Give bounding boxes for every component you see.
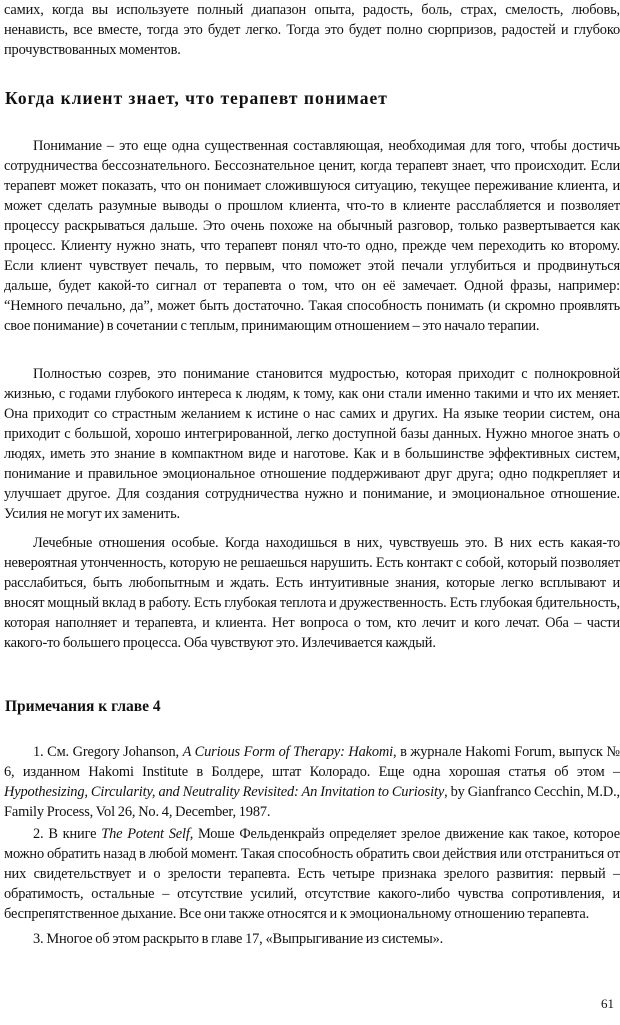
note-1-text-a: 1. См. Gregory Johanson, <box>33 744 183 760</box>
section-heading: Когда клиент знает, что терапевт понимает <box>5 88 388 108</box>
section-paragraph-2: Полностью созрев, это понимание становится мудростью, которая приходит с полнокровной жизнью, с годами глубокого интереса к людям, к тому, как они стали именно такими и что их меняет. Она приходит со страстным желанием к истине о нас самих и других. На языке теории систем, она приходит с большой, хорошо интегрированной, легко доступной базы данных. Нужно многое знать о людях, иметь это знание в компактном виде и наготове. Как и в большинстве эффективных систем, понимание и правильное эмоциональное отношение поддерживают друг друга; одно подкрепляет и улучшает другое. Для создания сотрудничества нужно и понимание, и эмоциональное отношение. Усилия не могут их заменить. <box>4 366 620 522</box>
note-1-title-2: Hypothesizing, Circularity, and Neutrality Revisited: An Invitation to Curiosity <box>4 784 445 800</box>
section-paragraph-1: Понимание – это еще одна существенная составляющая, необходимая для того, чтобы достичь сотрудничества бессознательного. Бессознательное ценит, когда терапевт знает, что происходит. Если терапевт может показать, что он понимает сложившуюся ситуацию, текущее переживание клиента, и может сделать разумные выводы о прошлом клиента, что-то в клиенте расслабляется и позволяет процессу раскрываться дальше. Это очень похоже на обычный разговор, только развертывается как процесс. Клиенту нужно знать, что терапевт понял что-то одно, прежде чем переходить ко второму. Если клиент чувствует печаль, то первым, что поможет этой печали углубиться и продвинуться дальше, будет какой-то сигнал от терапевта о том, что он её замечает. Одной фразы, например: “Немного печально, да”, может быть достаточно. Такая способность понимать (и скромно проявлять свое понимание) в сочетании с теплым, принимающим отношением – это начало терапии. <box>4 138 620 334</box>
page-number: 61 <box>601 996 614 1011</box>
section-paragraph-3: Лечебные отношения особые. Когда находишься в них, чувствуешь это. В них есть какая-то невероятная утонченность, которую не решаешься нарушить. Есть контакт с собой, который позволяет расслабиться, быть любопытным и ждать. Есть интуитивные знания, которые легко всплывают и вносят мощный вклад в работу. Есть глубокая теплота и дружественность. Есть глубокая бдительность, которая наполняет и терапевта, и клиента. Нет вопроса о том, кто лечит и кого лечат. Оба – части какого-то большего процесса. Оба чувствуют это. Излечивается каждый. <box>4 535 620 651</box>
note-2-title: The Potent Self <box>101 826 190 842</box>
note-1-text-e: , by Gianfranco Cecchin, M.D., Family Process, Vol 26, No. 4, December, 1987. <box>4 784 620 820</box>
note-2 <box>4 824 620 924</box>
note-2-text-c: , Моше Фельденкрайз определяет зрелое движение как такое, которое можно обратить назад в любой момент. Такая способность обратить свои действия или отстраниться от них свидетельствует и о зрелости терапевта. Есть четыре признака зрелого развития: первый – обратимость, остальные – отсутствие усилий, отсутствие какого-либо чувства сопротивления, и беспрепятственное дыхание. Все они также относятся и к эмоциональному отношению терапевта. <box>4 826 620 922</box>
note-1 <box>4 742 620 822</box>
note-2-text-a: 2. В книге <box>33 826 102 842</box>
note-3: 3. Многое об этом раскрыто в главе 17, «Выпрыгивание из системы». <box>33 931 444 947</box>
notes-heading: Примечания к главе 4 <box>5 698 161 715</box>
note-1-title-1: A Curious Form of Therapy: Hakomi <box>182 744 394 760</box>
intro-paragraph: самих, когда вы используете полный диапазон опыта, радость, боль, страх, смелость, любовь, ненависть, все вместе, тогда это будет легко. Тогда это будет полно сюрпризов, радостей и глубоко прочувствованных моментов. <box>4 2 620 58</box>
note-1-text-c: , в журнале Hakomi Forum, выпуск № 6, изданном Hakomi Institute в Болдере, штат Колорадо. Еще одна хорошая статья об этом – <box>4 744 620 780</box>
